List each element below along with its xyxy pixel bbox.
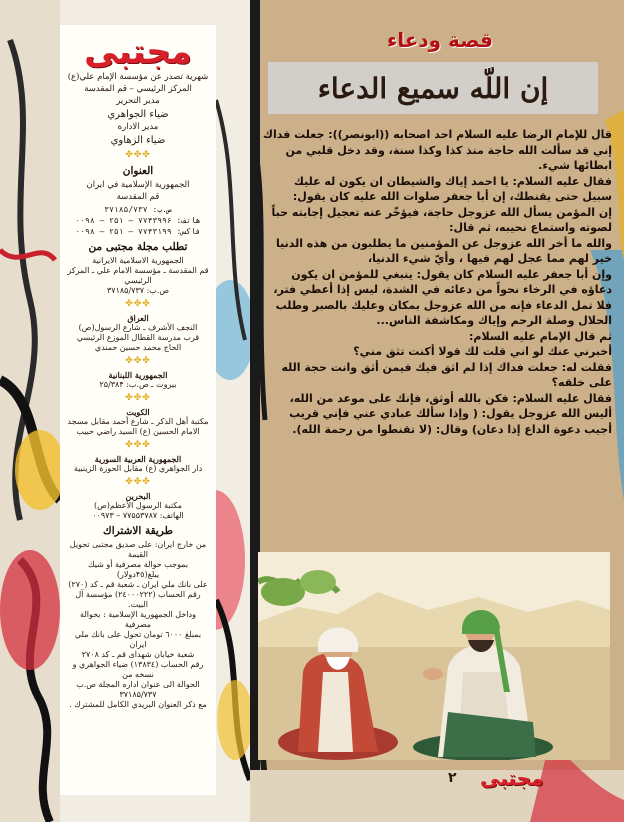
lebanon-heading: الجمهورية اللبنانية bbox=[108, 370, 168, 380]
address-line: قم المقدسة bbox=[116, 192, 160, 202]
article-paragraph: وإن أبا جعفر عليه السلام كان يقول: ينبغي للمؤمن ان يكون دعاؤه في الرخاء نحواً من دعائه في الشدة، ليس إذا أعطي فتر، فلا تمل الدعاء فإنه من الله عزوجل بمكان وعليك بالصبر وطلب الحلال وصلة الرحم وإياك ومكاشفة الناس... bbox=[273, 267, 612, 327]
subscription-line: شعبة خيابان شهداى قم ـ كد ۲۷۰۸ bbox=[81, 650, 195, 659]
phone: هاتف: ۷۷۴۳۹۹۶ – ۲۵۱ – ۰۰۹۸ bbox=[75, 216, 201, 225]
masthead-center: المركز الرئيسي – قم المقدسة bbox=[84, 84, 192, 94]
iran-line: ص.ب: ۳۷۱۸۵/۷۳۷ bbox=[106, 286, 170, 295]
subscription-line: رقم الحساب (۱۳۸۳٤) ضياء الجواهري و نسخه من bbox=[72, 660, 204, 679]
article-paragraph: قال للإمام الرضا عليه السلام احد اصحابه ((ابونصر)): جعلت فداك إني قد سألت الله حاجة منذ كذا وكذا سنة، وقد دخل قلبي من ابطائها شيء. bbox=[262, 128, 612, 172]
divider-stars-icon: ✤✤✤ bbox=[125, 477, 151, 487]
divider-stars-icon: ✤✤✤ bbox=[125, 356, 151, 366]
article-paragraph: فقلت له: جعلت فداك إذا لم اثق فيك فيمن أثق وانت حجة الله على خلقه؟ bbox=[281, 360, 612, 389]
magazine-logo: مجتبى bbox=[84, 32, 192, 72]
iran-line: الجمهورية الاسلامية الايرانية bbox=[92, 256, 184, 265]
article-paragraph: إن المؤمن يسأل الله عزوجل حاجة، فيؤخّر عنه تعجيل إجابته حباً لصوته واستماع نحيبه، ثم قال: bbox=[271, 205, 612, 234]
subscription-line: على بانك ملي ايران ـ شعبة قم ـ كد (۲۷۰) bbox=[68, 580, 208, 589]
iraq-line: النجف الأشرف ـ شارع الرسول(ص) bbox=[78, 323, 198, 332]
divider-stars-icon: ✤✤✤ bbox=[125, 150, 151, 160]
editor-label: مدير التحرير bbox=[116, 96, 160, 106]
iraq-line: قرب مدرسة القطال الموزع الرئيسي bbox=[76, 333, 200, 342]
article-title: إن اللّه سميع الدعاء bbox=[317, 71, 549, 105]
article-body bbox=[262, 127, 612, 552]
page-number: ٢ bbox=[448, 770, 457, 786]
manager-name: ضياء الزهاوي bbox=[110, 135, 166, 146]
two-men-illustration bbox=[258, 552, 610, 760]
bahrain-line: الهاتف: ۷۷۵۵۳۷۸۷ – ۰۰۹۷۳ bbox=[92, 511, 184, 520]
syria-heading: الجمهورية العربية السورية bbox=[94, 454, 182, 464]
article-paragraph: فقال عليه السلام: فكن بالله أوثق، فإنك على موعد من الله، أليس الله عزوجل يقول: ( وإذا سألك عبادي عني فإني قريب أجيب دعوة الداع إذا دعان) وقال: (لا تقنطوا من رحمة الله). bbox=[289, 391, 612, 436]
syria-line: دار الجواهري (ع) مقابل الحوزة الزينبية bbox=[73, 464, 203, 473]
address-heading: العنوان bbox=[122, 165, 154, 177]
pobox: ص.ب: ۳۷۱۸۵/۷۳۷ bbox=[104, 205, 172, 214]
article-paragraph: ثم قال الإمام عليه السلام: bbox=[469, 329, 612, 343]
subscription-line: الحوالة الى عنوان اداره المجلة ص.ب ۳۷۱۸۵/۷۳۷ bbox=[76, 680, 200, 699]
manager-label: مدير الادارة bbox=[117, 122, 159, 132]
article-paragraph: فقال عليه السلام: يا احمد إياك والشيطان ان يكون له عليك سبيل حتى يقنطك، إن أبا جعفر صلوات الله عليه كان يقول: bbox=[292, 174, 612, 203]
iraq-heading: العراق bbox=[127, 313, 149, 323]
address-line: الجمهورية الإسلامية في ايران bbox=[86, 180, 190, 190]
subscription-line: رقم الحساب (۲٤٠٠٠٢٢٢) مؤسسة آل البيت. bbox=[75, 590, 201, 609]
fax: فاكس: ۷۷۴۳۱۹۹ – ۲۵۱ – ۰۰۹۸ bbox=[75, 227, 201, 236]
divider-stars-icon: ✤✤✤ bbox=[125, 440, 151, 450]
kuwait-heading: الكويت bbox=[126, 407, 150, 417]
iran-line: قم المقدسة ـ مؤسسة الامام علي ـ المركز الرئيسي bbox=[67, 266, 209, 285]
bahrain-heading: البحرين bbox=[125, 491, 151, 501]
divider-stars-icon: ✤✤✤ bbox=[125, 393, 151, 403]
iraq-line: الحاج محمد حسين حمندي bbox=[94, 343, 182, 352]
article-kicker: قصة ودعاء bbox=[387, 28, 493, 52]
subscription-line: بمبلغ ٦٠٠٠ تومان تحول على بانك ملي ايران bbox=[74, 630, 202, 649]
subscription-line: بموجب حوالة مصرفية أو شيك يبلغ(۴٥دولار) bbox=[87, 560, 189, 579]
subscription-line: مع ذكر العنوان البريدي الكامل للمشترك . bbox=[69, 700, 207, 709]
masthead-tagline: شهرية تصدر عن مؤسسة الإمام علي(ع) bbox=[67, 72, 209, 82]
subscription-line: وداخل الجمهورية الإسلامية : بحوالة مصرفية bbox=[80, 610, 196, 629]
editor-name: ضياء الجواهري bbox=[107, 109, 169, 120]
kuwait-line: مكتبة أهل الذكر ـ شارع أحمد مقابل مسجد bbox=[67, 417, 209, 426]
kuwait-line: الامام الحسين (ع) السيد راضي حبيب bbox=[76, 427, 200, 436]
request-heading: تطلب مجلة مجتبى من bbox=[88, 241, 188, 253]
masthead-sidebar bbox=[60, 25, 216, 795]
lebanon-line: بيروت ـ ص.ب: ۲۵/۳۸۴ bbox=[99, 380, 177, 389]
divider-stars-icon: ✤✤✤ bbox=[125, 299, 151, 309]
subscription-heading: طريقة الاشتراك bbox=[103, 525, 173, 537]
bahrain-line: مكتبة الرسول الأعظم(ص) bbox=[94, 501, 182, 510]
article-paragraph: أخبرني عنك لو اني قلت لك قولا أكنت تثق مني؟ bbox=[353, 345, 612, 358]
footer-logo: مجتبى bbox=[480, 766, 544, 790]
story-illustration bbox=[258, 552, 610, 760]
article-paragraph: والله ما أخر الله عزوجل عن المؤمنين ما يطلبون من هذه الدنيا خير لهم مما عجل لهم فيها ، وأيّ شيء الدنيا، bbox=[275, 236, 612, 265]
subscription-line: من خارج ايران: على صديق مجتبى تحويل القيمة bbox=[69, 540, 207, 559]
title-bar bbox=[268, 62, 598, 114]
